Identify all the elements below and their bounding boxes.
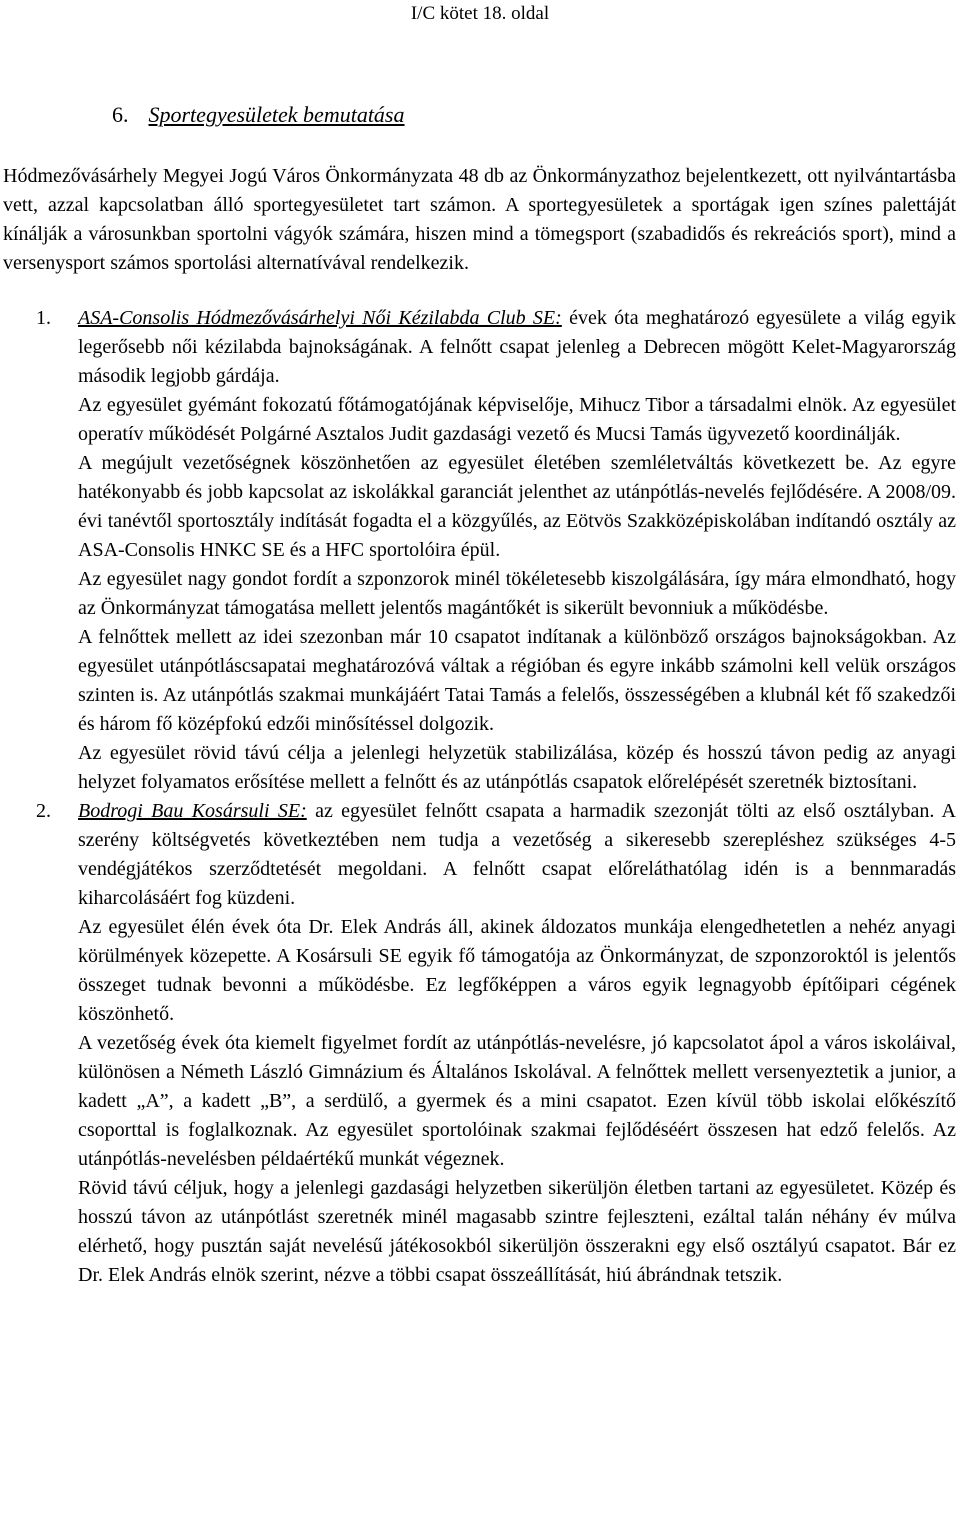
club-entry-1 [3,304,956,797]
club-intro-paragraph [78,304,956,391]
club-intro-paragraph [78,797,956,913]
paragraph: Az egyesület rövid távú célja a jelenlegi helyzetük stabilizálása, közép és hosszú távon pedig az anyagi helyzet folyamatos erősítése mellett a felnőtt és az utánpótlás csapatok előrelépését szeretnék biztosítani. [78,742,956,793]
page-header: I/C kötet 18. oldal [410,3,550,24]
paragraph: Az egyesület gyémánt fokozatú főtámogatójának képviselője, Mihucz Tibor a társadalmi elnök. Az egyesület operatív működését Polgárné Asztalos Judit gazdasági vezető és Mucsi Tamás ügyvezető koordinálják. [78,394,956,445]
section-heading [112,100,405,130]
paragraph: Az egyesület élén évek óta Dr. Elek András áll, akinek áldozatos munkája elengedhetetlen a nehéz anyagi körülmények közepette. A Kosársuli SE egyik fő támogatója az Önkormányzat, de szponzoroktól is jelentős összeget tudnak bevonni a működésbe. Ez legfőképpen a város egyik legnagyobb építőipari cégének köszönhető. [78,916,956,1025]
paragraph: A vezetőség évek óta kiemelt figyelmet fordít az utánpótlás-nevelésre, jó kapcsolatot ápol a város iskoláival, különösen a Németh László Gimnázium és Általános Iskolával. A felnőttek mellett versenyeztetik a junior, a kadett „A”, a kadett „B”, a serdülő, a gyermek és a mini csapatot. Ezen kívül több iskolai előkészítő csoporttal is foglalkoznak. Az egyesület sportolóinak szakmai fejlődéséért összesen hat edző felelős. Az utánpótlás-nevelésben példaértékű munkát végeznek. [78,1032,956,1170]
intro-paragraph: Hódmezővásárhely Megyei Jogú Város Önkormányzata 48 db az Önkormányzathoz bejelentkezett, ott nyilvántartásba vett, azzal kapcsolatban álló sportegyesületet tart számon. A sportegyesületek a sportágak igen színes palettáját kínálják a városunkban sportolni vágyók számára, hiszen mind a tömegsport (szabadidős és rekreációs sport), mind a versenysport számos sportolási alternatívával rendelkezik. [3,165,956,274]
club-entry-2 [3,797,956,1290]
paragraph: Az egyesület nagy gondot fordít a szponzorok minél tökéletesebb kiszolgálására, így mára elmondható, hogy az Önkormányzat támogatása mellett jelentős magántőkét is sikerült bevonniuk a működésbe. [78,568,956,619]
paragraph: A felnőttek mellett az idei szezonban már 10 csapatot indítanak a különböző országos bajnokságokban. Az egyesület utánpótláscsapatai meghatározóvá váltak a régióban és egyre inkább számolni kell velük országos szinten is. Az utánpótlás szakmai munkájáért Tatai Tamás a felelős, összességében a klubnál két fő szakedzői és három fő középfokú edzői minősítéssel dolgozik. [78,626,956,735]
club-name: Bodrogi Bau Kosársuli SE: [78,800,307,822]
club-intro-text: évek óta meghatározó egyesülete a világ egyik legerősebb női kézilabda bajnokságának. A felnőtt csapat jelenleg a Debrecen mögött Kelet-Magyarország második legjobb gárdája. [78,307,956,387]
document-body [3,162,956,1290]
paragraph: Rövid távú céljuk, hogy a jelenlegi gazdasági helyzetben sikerüljön életben tartani az egyesületet. Közép és hosszú távon az utánpótlást szeretnék minél magasabb szintre fejleszteni, ezáltal talán néhány év múlva elérhető, hogy pusztán saját nevelésű játékosokból sikerüljön összerakni egy első osztályú csapatot. Bár ez Dr. Elek András elnök szerint, nézve a többi csapat összeállítását, hiú ábrándnak tetszik. [78,1177,956,1286]
section-number: 6. [112,102,129,127]
item-number: 1. [36,307,51,329]
paragraph: A megújult vezetőségnek köszönhetően az egyesület életében szemléletváltás következett be. Az egyre hatékonyabb és jobb kapcsolat az iskolákkal garanciát jelenthet az utánpótlás-nevelés fejlődésére. A 2008/09. évi tanévtől sportosztály indítását fogadta el a közgyűlés, az Eötvös Szakközépiskolában indítandó osztály az ASA-Consolis HNKC SE és a HFC sportolóira épül. [78,452,956,561]
club-intro-text: az egyesület felnőtt csapata a harmadik szezonját tölti az első osztályban. A szerény költségvetés következtében nem tudja a vezetőség a sikeresebb szerepléshez szükséges 4-5 vendégjátékos szerződtetését megoldani. A felnőtt csapat előreláthatólag idén is a bennmaradás kiharcolásáért fog küzdeni. [78,800,956,909]
section-title: Sportegyesületek bemutatása [148,102,405,127]
club-name: ASA-Consolis Hódmezővásárhelyi Női Kézilabda Club SE: [78,307,562,329]
item-number: 2. [36,800,51,822]
